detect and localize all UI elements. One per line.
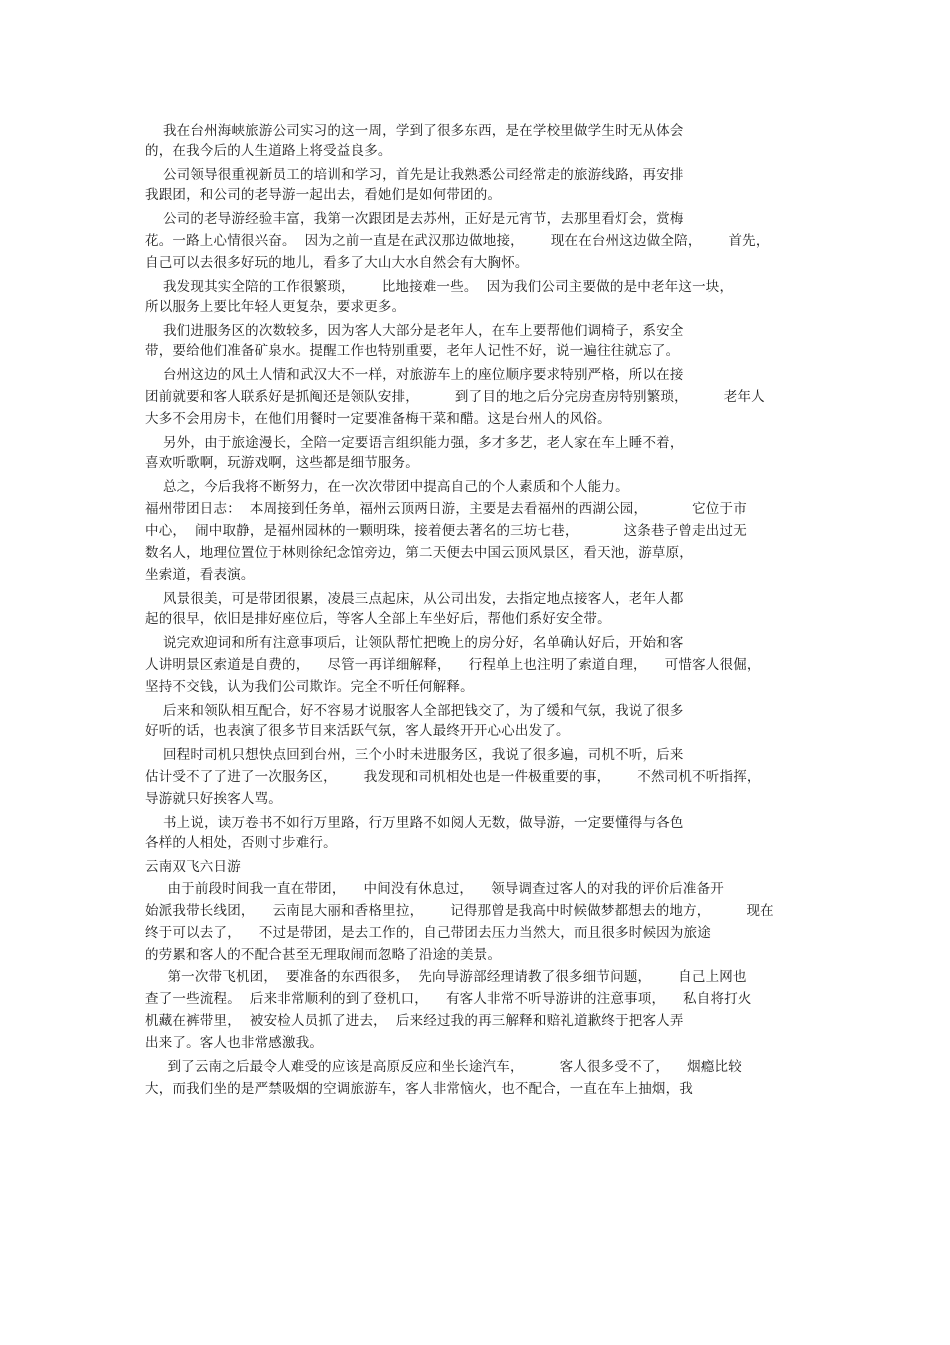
text-line: 估计受不了了进了一次服务区， 我发现和司机相处也是一件极重要的事， 不然司机不听指挥， <box>145 769 761 785</box>
section-heading: 云南双飞六日游 <box>145 859 241 875</box>
text-line: 导游就只好挨客人骂。 <box>145 791 282 807</box>
text-line: 大，而我们坐的是严禁吸烟的空调旅游车，客人非常恼火，也不配合，一直在车上抽烟，我 <box>145 1081 693 1097</box>
text-line: 出来了。客人也非常感激我。 <box>145 1035 324 1051</box>
text-line: 的，在我今后的人生道路上将受益良多。 <box>145 143 392 159</box>
text-line: 我们进服务区的次数较多，因为客人大部分是老年人，在车上要帮他们调椅子，系安全 <box>145 323 684 339</box>
text-line: 好听的话，也表演了很多节目来活跃气氛，客人最终开开心心出发了。 <box>145 723 570 739</box>
text-line: 风景很美，可是带团很累，凌晨三点起床，从公司出发，去指定地点接客人，老年人都 <box>145 591 684 607</box>
text-line: 机藏在裤带里， 被安检人员抓了进去， 后来经过我的再三解释和赔礼道歉终于把客人弄 <box>145 1013 684 1029</box>
text-line: 大多不会用房卡，在他们用餐时一定要准备梅干菜和醋。这是台州人的风俗。 <box>145 411 611 427</box>
text-line: 坚持不交钱，认为我们公司欺诈。完全不听任何解释。 <box>145 679 474 695</box>
text-line: 坐索道，看表演。 <box>145 567 255 583</box>
text-line: 数名人，地理位置位于林则徐纪念馆旁边，第二天便去中国云顶风景区，看天池，游草原， <box>145 545 693 561</box>
text-line: 始派我带长线团， 云南昆大丽和香格里拉， 记得那曾是我高中时候做梦都想去的地方， 现在 <box>145 903 774 919</box>
text-line: 起的很早，依旧是排好座位后，等客人全部上车坐好后，帮他们系好安全带。 <box>145 611 611 627</box>
text-line: 所以服务上要比年轻人更复杂，要求更多。 <box>145 299 406 315</box>
text-line: 第一次带飞机团， 要准备的东西很多， 先向导游部经理请教了很多细节问题， 自己上网也 <box>145 969 747 985</box>
text-line: 总之，今后我将不断努力，在一次次带团中提高自己的个人素质和个人能力。 <box>145 479 629 495</box>
text-line: 喜欢听歌啊，玩游戏啊，这些都是细节服务。 <box>145 455 419 471</box>
text-line: 终于可以去了， 不过是带团，是去工作的，自己带团去压力当然大，而且很多时候因为旅途 <box>145 925 711 941</box>
text-line: 人讲明景区索道是自费的， 尽管一再详细解释， 行程单上也注明了索道自理， 可惜客人很倔， <box>145 657 761 673</box>
text-line: 花。一路上心情很兴奋。 因为之前一直是在武汉那边做地接， 现在在台州这边做全陪， 首先， <box>145 233 770 249</box>
text-line: 公司领导很重视新员工的培训和学习，首先是让我熟悉公司经常走的旅游线路，再安排 <box>145 167 684 183</box>
text-line: 带，要给他们准备矿泉水。提醒工作也特别重要，老年人记性不好，说一遍往往就忘了。 <box>145 343 680 359</box>
text-line: 说完欢迎词和所有注意事项后，让领队帮忙把晚上的房分好，名单确认好后，开始和客 <box>145 635 684 651</box>
text-line: 另外，由于旅途漫长，全陪一定要语言组织能力强，多才多艺，老人家在车上睡不着， <box>145 435 684 451</box>
text-line: 回程时司机只想快点回到台州，三个小时未进服务区，我说了很多遍，司机不听，后来 <box>145 747 684 763</box>
text-line: 我发现其实全陪的工作很繁琐， 比地接难一些。 因为我们公司主要做的是中老年这一块， <box>145 279 734 295</box>
text-line: 我在台州海峡旅游公司实习的这一周，学到了很多东西，是在学校里做学生时无从体会 <box>145 123 684 139</box>
text-line: 我跟团，和公司的老导游一起出去，看她们是如何带团的。 <box>145 187 502 203</box>
text-line: 福州带团日志： 本周接到任务单，福州云顶两日游，主要是去看福州的西湖公园， 它位于市 <box>145 501 747 517</box>
text-line: 台州这边的风土人情和武汉大不一样，对旅游车上的座位顺序要求特别严格，所以在接 <box>145 367 684 383</box>
text-line: 各样的人相处，否则寸步难行。 <box>145 835 337 851</box>
text-line: 中心， 闹中取静，是福州园林的一颗明珠，接着便去著名的三坊七巷， 这条巷子曾走出过无 <box>145 523 747 539</box>
text-line: 后来和领队相互配合，好不容易才说服客人全部把钱交了，为了缓和气氛，我说了很多 <box>145 703 684 719</box>
text-line: 书上说，读万卷书不如行万里路，行万里路不如阅人无数，做导游，一定要懂得与各色 <box>145 815 684 831</box>
text-line: 到了云南之后最令人难受的应该是高原反应和坐长途汽车， 客人很多受不了， 烟瘾比较 <box>145 1059 742 1075</box>
text-line: 的劳累和客人的不配合甚至无理取闹而忽略了沿途的美景。 <box>145 947 502 963</box>
text-line: 自己可以去很多好玩的地儿，看多了大山大水自然会有大胸怀。 <box>145 255 529 271</box>
text-line: 查了一些流程。 后来非常顺利的到了登机口， 有客人非常不听导游讲的注意事项， 私自将打火 <box>145 991 752 1007</box>
text-line: 团前就要和客人联系好是抓阄还是领队安排， 到了目的地之后分完房查房特别繁琐， 老年人 <box>145 389 765 405</box>
text-line: 公司的老导游经验丰富，我第一次跟团是去苏州，正好是元宵节，去那里看灯会，赏梅 <box>145 211 684 227</box>
text-line: 由于前段时间我一直在带团， 中间没有休息过， 领导调查过客人的对我的评价后准备开 <box>145 881 724 897</box>
